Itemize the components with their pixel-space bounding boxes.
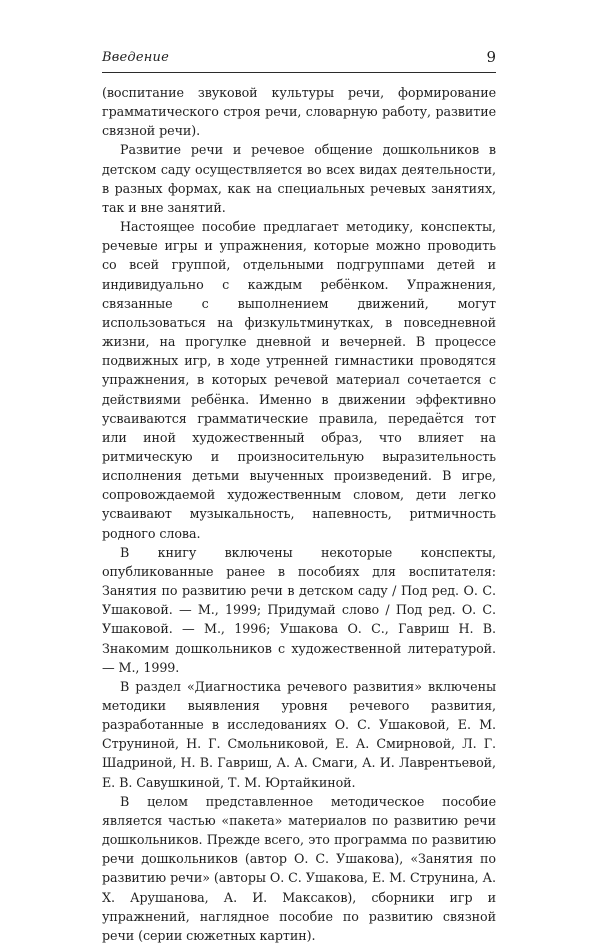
paragraph-3: Настоящее пособие предлагает методику, конспекты, речевые игры и упражнения, которые можно проводить со всей группой, отдельными подгруппами детей и индивидуально с каждым ребёнком. Упражнения, связанные с выполнением движений, могут использоваться на физкультминутках, в повседневной жизни, на прогулке дневной и вечерней. В процессе подвижных игр, в ходе утренней гимнастики проводятся упражнения, в которых речевой материал сочетается с действиями ребёнка. Именно в движении эффективно усваиваются грамматические правила, передаётся тот или иной художественный образ, что влияет на ритмическую и произносительную выразительность исполнения детьми выученных произведений. В игре, сопровождаемой художественным словом, дети легко усваивают музыкальность, напевность, ритмичность родного слова. <box>102 219 496 541</box>
paragraph-6: В целом представленное методическое пособие является частью «пакета» материалов по развитию речи дошкольников. Прежде всего, это программа по развитию речи дошкольников (автор О. С. Ушакова), «Занятия по развитию речи» (авторы О. С. Ушакова, Е. М. Струнина, А. Х. Арушанова, А. И. Максаков), сборники игр и упражнений, наглядное пособие по развитию связной речи (серии сюжетных картин). <box>102 793 496 943</box>
paragraph-4: В книгу включены некоторые конспекты, опубликованные ранее в пособиях для воспитателя: Занятия по развитию речи в детском саду / Под ред. О. С. Ушаковой. — М., 1999; Придумай слово / Под ред. О. С. Ушаковой. — М., 1996; Ушакова О. С., Гавриш Н. В. Знакомим дошкольников с художественной литературой. — М., 1999. <box>102 544 496 675</box>
section-title: Введение <box>102 50 169 65</box>
running-header <box>102 48 496 73</box>
body-text <box>102 83 496 945</box>
paragraph-5: В раздел «Диагностика речевого развития» включены методики выявления уровня речевого развития, разработанные в исследованиях О. С. Ушаковой, Е. М. Струниной, Н. Г. Смольниковой, Е. А. Смирновой, Л. Г. Шадриной, Н. В. Гавриш, А. А. Смаги, А. И. Лаврентьевой, Е. В. Савушкиной, Т. М. Юртайкиной. <box>102 678 496 790</box>
paragraph-1: (воспитание звуковой культуры речи, формирование грамматического строя речи, словарную работу, развитие связной речи). <box>102 85 496 139</box>
page-number: 9 <box>486 48 496 66</box>
paragraph-2: Развитие речи и речевое общение дошкольников в детском саду осуществляется во всех видах деятельности, в разных формах, как на специальных речевых занятиях, так и вне занятий. <box>102 142 496 215</box>
